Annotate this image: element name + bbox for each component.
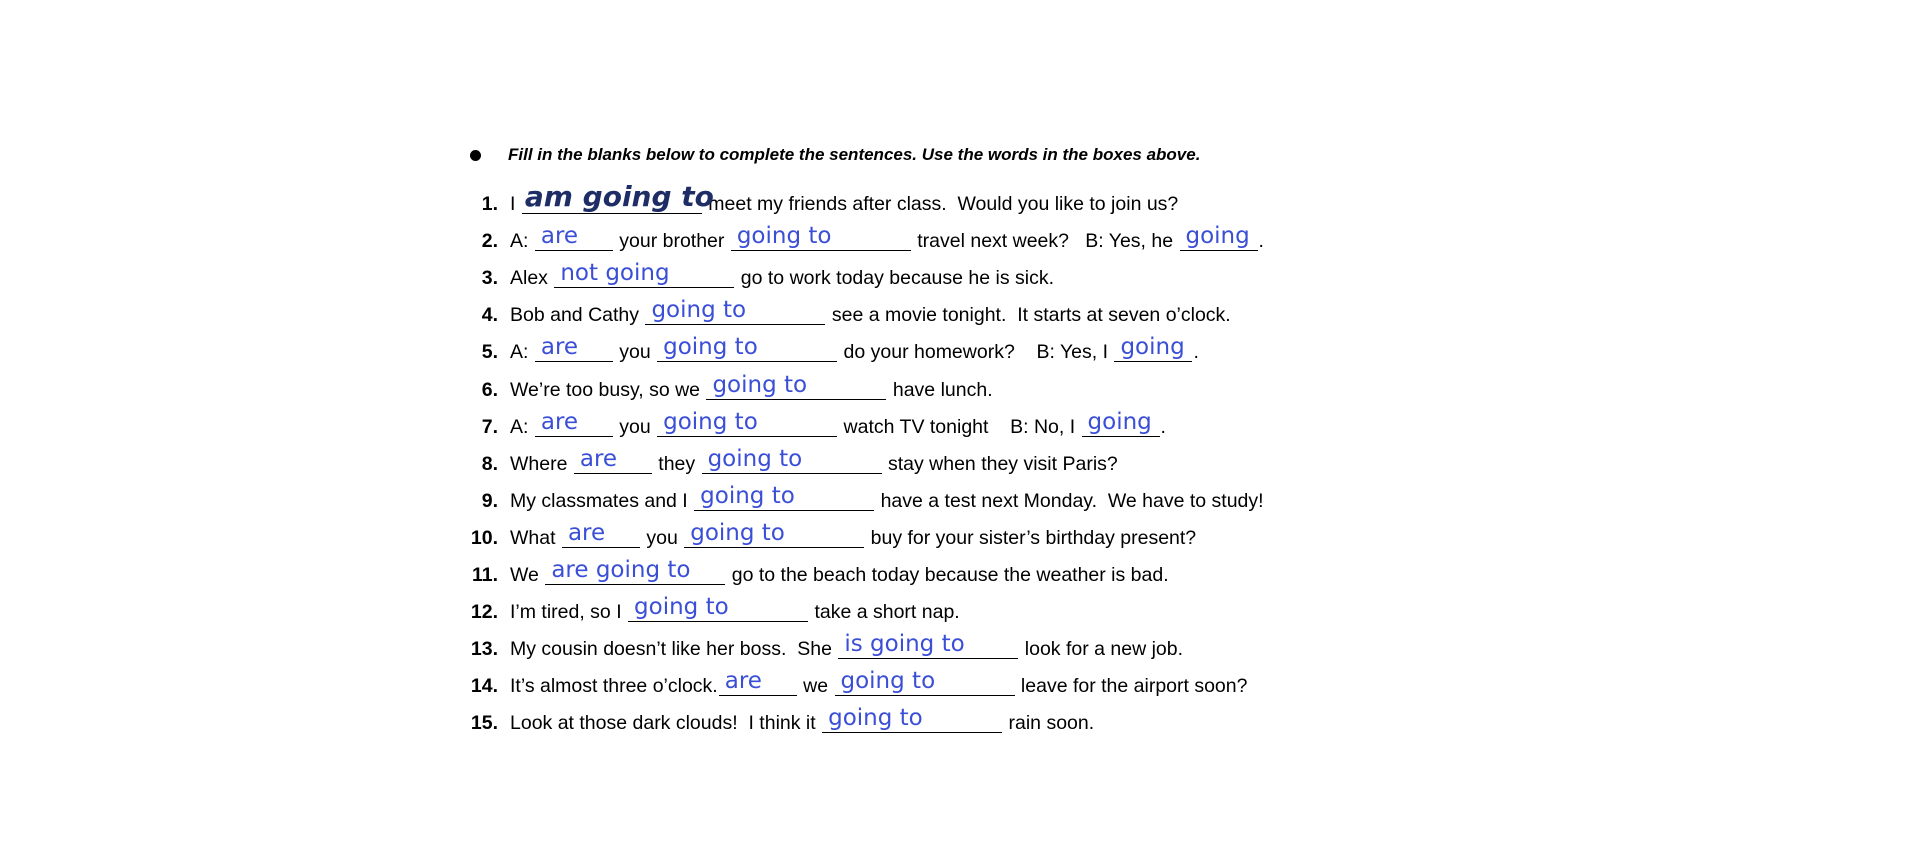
handwritten-answer: going to	[840, 668, 936, 695]
handwritten-answer: are	[567, 519, 606, 546]
handwritten-answer: are	[724, 668, 762, 695]
answer-blank[interactable]	[1114, 333, 1192, 362]
answer-blank[interactable]	[545, 556, 725, 585]
exercise-line	[465, 631, 1183, 661]
exercise-line	[465, 372, 993, 402]
sentence-text: leave for the airport soon?	[1015, 675, 1248, 698]
handwritten-answer: going to	[690, 519, 785, 546]
sentence-text: It’s almost three o’clock.	[510, 675, 718, 698]
sentence-text: do your homework? B: Yes, I	[838, 341, 1114, 364]
exercise-line	[465, 446, 1118, 476]
exercise-line	[465, 223, 1264, 253]
answer-blank[interactable]	[522, 180, 714, 214]
handwritten-answer: are	[540, 223, 579, 250]
answer-blank[interactable]	[535, 333, 613, 362]
sentence-text: Alex	[510, 267, 554, 290]
handwritten-answer: going to	[663, 408, 758, 435]
sentence-text: My classmates and I	[510, 489, 694, 512]
answer-blank[interactable]	[838, 630, 1018, 659]
instruction-row	[470, 143, 1200, 167]
sentence-text: rain soon.	[1003, 712, 1095, 735]
answer-blank[interactable]	[554, 259, 734, 288]
exercise-line	[465, 483, 1264, 513]
exercise-line	[465, 705, 1094, 735]
sentence-text: My cousin doesn’t like her boss. She	[510, 638, 838, 661]
exercise-number: 5.	[481, 341, 498, 364]
instruction-text: Fill in the blanks below to complete the sentences. Use the words in the boxes above.	[508, 145, 1201, 164]
sentence-text: Bob and Cathy	[510, 304, 645, 327]
handwritten-answer: going to	[707, 445, 803, 472]
exercise-number: 12.	[470, 601, 498, 624]
exercise-number: 4.	[481, 304, 498, 327]
exercise-line	[465, 260, 1054, 290]
answer-blank[interactable]	[645, 296, 825, 325]
answer-blank[interactable]	[1082, 408, 1160, 437]
sentence-text: Where	[510, 452, 573, 475]
answer-blank[interactable]	[657, 333, 837, 362]
exercise-line	[465, 334, 1199, 364]
sentence-text: take a short nap.	[809, 601, 960, 624]
sentence-text: see a movie tonight. It starts at seven o’clock.	[826, 304, 1231, 327]
handwritten-answer: going to	[663, 334, 758, 361]
answer-blank[interactable]	[574, 445, 652, 474]
exercise-line	[465, 668, 1247, 698]
handwritten-answer: are	[540, 408, 579, 435]
exercise-number: 1.	[481, 193, 498, 215]
exercise-number: 6.	[481, 378, 498, 401]
handwritten-answer: going	[1087, 408, 1152, 435]
sentence-text: stay when they visit Paris?	[882, 452, 1118, 475]
answer-blank[interactable]	[835, 667, 1015, 696]
sentence-text: watch TV tonight B: No, I	[838, 415, 1081, 438]
exercise-line	[465, 297, 1231, 327]
sentence-text: A:	[510, 415, 534, 438]
handwritten-answer: is going to	[844, 631, 965, 658]
sentence-text: your brother	[613, 230, 730, 253]
sentence-text: We’re too busy, so we	[510, 378, 706, 401]
sentence-text: meet my friends after class. Would you like to join us?	[702, 193, 1179, 215]
exercise-line	[465, 594, 960, 624]
sentence-text: you	[640, 526, 684, 549]
answer-blank[interactable]	[562, 519, 640, 548]
sentence-text: A:	[510, 341, 534, 364]
sentence-text: go to the beach today because the weather is bad.	[726, 564, 1169, 586]
sentence-text: A:	[510, 230, 534, 253]
handwritten-answer: going to	[700, 482, 795, 509]
answer-blank[interactable]	[731, 222, 911, 251]
sentence-text: they	[652, 452, 701, 475]
answer-blank[interactable]	[702, 445, 882, 474]
exercise-line	[465, 180, 1179, 216]
exercise-number: 8.	[481, 452, 498, 475]
sentence-text: go to work today because he is sick.	[735, 267, 1055, 290]
sentence-text: have lunch.	[887, 378, 993, 401]
exercise-number: 9.	[481, 489, 498, 512]
answer-blank[interactable]	[535, 222, 613, 251]
handwritten-answer: going to	[634, 594, 729, 621]
exercise-number: 3.	[481, 267, 498, 290]
answer-blank[interactable]	[822, 704, 1002, 733]
sentence-text: I	[510, 193, 521, 215]
sentence-text: you	[613, 341, 657, 364]
exercise-number: 7.	[481, 415, 498, 438]
bullet-icon	[470, 150, 481, 161]
sentence-text: you	[613, 415, 657, 438]
exercise-number: 2.	[481, 230, 498, 253]
sentence-text: look for a new job.	[1019, 638, 1184, 661]
handwritten-answer: are	[540, 334, 579, 361]
handwritten-answer: going to	[651, 297, 747, 324]
sentence-text: buy for your sister’s birthday present?	[865, 526, 1197, 549]
exercise-line	[465, 520, 1196, 550]
handwritten-answer: are	[579, 445, 618, 472]
answer-blank[interactable]	[684, 519, 864, 548]
answer-blank[interactable]	[1180, 222, 1258, 251]
answer-blank[interactable]	[535, 408, 613, 437]
answer-blank[interactable]	[628, 593, 808, 622]
exercise-line	[465, 557, 1169, 587]
sentence-text: .	[1193, 341, 1199, 364]
exercise-number: 13.	[470, 638, 498, 661]
handwritten-answer: not going	[560, 260, 670, 287]
sentence-text: What	[510, 526, 561, 549]
sentence-text: have a test next Monday. We have to study!	[875, 489, 1264, 512]
handwritten-answer: going	[1185, 223, 1250, 250]
handwritten-answer: going to	[828, 705, 923, 732]
sentence-text: travel next week? B: Yes, he	[911, 230, 1179, 253]
handwritten-answer: going to	[736, 223, 832, 250]
answer-blank[interactable]	[657, 408, 837, 437]
sentence-text: Look at those dark clouds! I think it	[510, 712, 822, 735]
exercise-line	[465, 409, 1166, 439]
exercise-number: 11.	[471, 564, 498, 586]
handwritten-answer: are going to	[551, 557, 691, 583]
exercise-number: 14.	[470, 675, 498, 698]
handwritten-answer: going	[1120, 334, 1185, 361]
sentence-text: I’m tired, so I	[510, 601, 628, 624]
exercise-number: 10.	[470, 526, 498, 549]
sentence-text: .	[1258, 230, 1264, 253]
handwritten-answer: am going to	[524, 180, 714, 213]
exercise-number: 15.	[470, 712, 498, 735]
sentence-text: .	[1160, 415, 1166, 438]
answer-blank[interactable]	[719, 667, 797, 696]
sentence-text: we	[797, 675, 834, 698]
answer-blank[interactable]	[694, 482, 874, 511]
sentence-text: We	[510, 564, 545, 586]
answer-blank[interactable]	[706, 371, 886, 400]
handwritten-answer: going to	[712, 371, 808, 398]
